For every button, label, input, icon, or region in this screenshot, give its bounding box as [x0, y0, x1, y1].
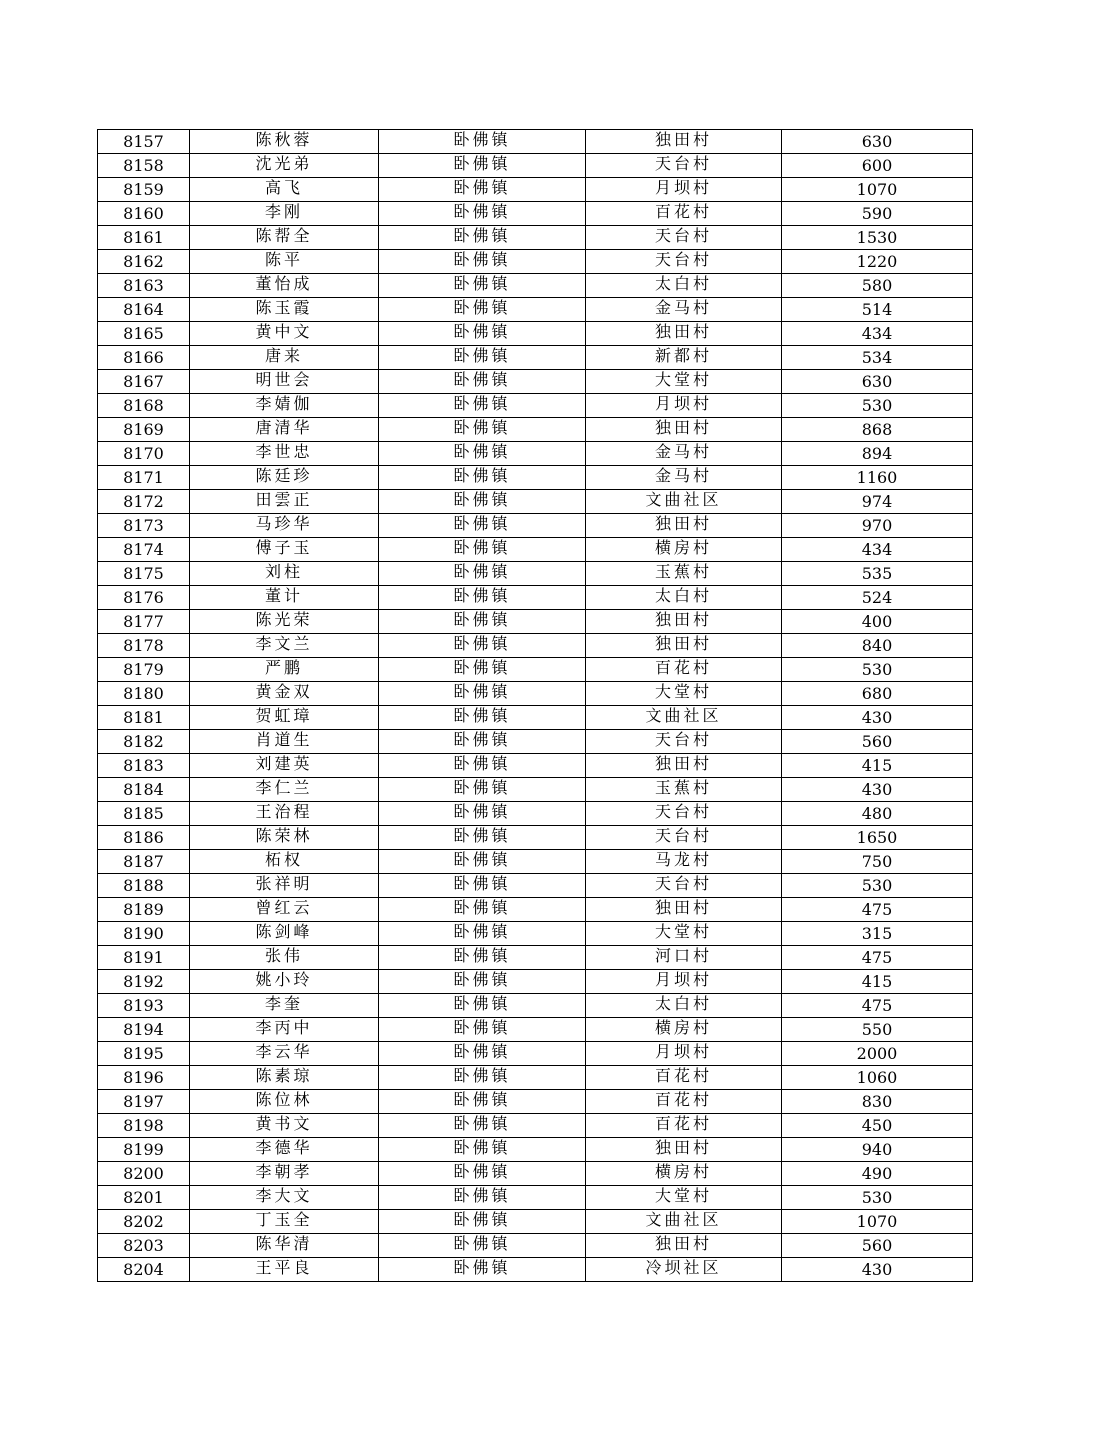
- cell-village: 玉蕉村: [586, 778, 782, 802]
- cell-amount: 560: [782, 1234, 973, 1258]
- table-row: [98, 1114, 973, 1138]
- cell-village: 横房村: [586, 1018, 782, 1042]
- cell-person-name: 沈光弟: [190, 154, 379, 178]
- cell-village: 金马村: [586, 442, 782, 466]
- table-row: [98, 1162, 973, 1186]
- cell-village: 金马村: [586, 298, 782, 322]
- cell-person-name: 陈光荣: [190, 610, 379, 634]
- table-row: [98, 970, 973, 994]
- cell-village: 独田村: [586, 322, 782, 346]
- cell-village: 月坝村: [586, 970, 782, 994]
- cell-town: 卧佛镇: [379, 658, 586, 682]
- cell-amount: 415: [782, 754, 973, 778]
- cell-town: 卧佛镇: [379, 1114, 586, 1138]
- cell-person-name: 李奎: [190, 994, 379, 1018]
- cell-serial-number: 8187: [98, 850, 190, 874]
- cell-town: 卧佛镇: [379, 538, 586, 562]
- cell-person-name: 陈秋蓉: [190, 130, 379, 154]
- cell-amount: 430: [782, 1258, 973, 1282]
- cell-person-name: 董计: [190, 586, 379, 610]
- cell-amount: 630: [782, 130, 973, 154]
- cell-person-name: 傅子玉: [190, 538, 379, 562]
- table-row: [98, 322, 973, 346]
- cell-serial-number: 8191: [98, 946, 190, 970]
- cell-village: 百花村: [586, 1114, 782, 1138]
- cell-village: 百花村: [586, 202, 782, 226]
- cell-serial-number: 8186: [98, 826, 190, 850]
- cell-town: 卧佛镇: [379, 562, 586, 586]
- cell-town: 卧佛镇: [379, 1258, 586, 1282]
- cell-town: 卧佛镇: [379, 442, 586, 466]
- cell-amount: 475: [782, 994, 973, 1018]
- cell-person-name: 陈位林: [190, 1090, 379, 1114]
- cell-person-name: 黄金双: [190, 682, 379, 706]
- cell-serial-number: 8157: [98, 130, 190, 154]
- cell-village: 大堂村: [586, 1186, 782, 1210]
- table-row: [98, 370, 973, 394]
- cell-village: 天台村: [586, 874, 782, 898]
- cell-amount: 530: [782, 874, 973, 898]
- table-row: [98, 1018, 973, 1042]
- cell-amount: 1530: [782, 226, 973, 250]
- cell-serial-number: 8170: [98, 442, 190, 466]
- cell-serial-number: 8160: [98, 202, 190, 226]
- table-row: [98, 274, 973, 298]
- cell-village: 月坝村: [586, 394, 782, 418]
- cell-serial-number: 8201: [98, 1186, 190, 1210]
- cell-serial-number: 8177: [98, 610, 190, 634]
- cell-village: 百花村: [586, 1066, 782, 1090]
- cell-person-name: 陈廷珍: [190, 466, 379, 490]
- table-row: [98, 778, 973, 802]
- cell-serial-number: 8162: [98, 250, 190, 274]
- cell-person-name: 陈华清: [190, 1234, 379, 1258]
- cell-town: 卧佛镇: [379, 178, 586, 202]
- cell-serial-number: 8197: [98, 1090, 190, 1114]
- cell-person-name: 黄中文: [190, 322, 379, 346]
- cell-town: 卧佛镇: [379, 994, 586, 1018]
- cell-amount: 530: [782, 658, 973, 682]
- table-row: [98, 1234, 973, 1258]
- table-row: [98, 754, 973, 778]
- cell-serial-number: 8195: [98, 1042, 190, 1066]
- cell-town: 卧佛镇: [379, 682, 586, 706]
- cell-amount: 514: [782, 298, 973, 322]
- cell-serial-number: 8159: [98, 178, 190, 202]
- cell-village: 金马村: [586, 466, 782, 490]
- cell-village: 天台村: [586, 826, 782, 850]
- cell-amount: 1220: [782, 250, 973, 274]
- cell-serial-number: 8176: [98, 586, 190, 610]
- cell-amount: 415: [782, 970, 973, 994]
- cell-person-name: 李世忠: [190, 442, 379, 466]
- cell-person-name: 王治程: [190, 802, 379, 826]
- cell-amount: 434: [782, 322, 973, 346]
- table-row: [98, 610, 973, 634]
- cell-amount: 580: [782, 274, 973, 298]
- cell-amount: 600: [782, 154, 973, 178]
- cell-town: 卧佛镇: [379, 826, 586, 850]
- table-row: [98, 490, 973, 514]
- cell-serial-number: 8180: [98, 682, 190, 706]
- cell-serial-number: 8193: [98, 994, 190, 1018]
- cell-serial-number: 8158: [98, 154, 190, 178]
- cell-person-name: 陈帮全: [190, 226, 379, 250]
- cell-town: 卧佛镇: [379, 874, 586, 898]
- cell-serial-number: 8190: [98, 922, 190, 946]
- cell-serial-number: 8202: [98, 1210, 190, 1234]
- cell-town: 卧佛镇: [379, 514, 586, 538]
- cell-person-name: 张祥明: [190, 874, 379, 898]
- cell-person-name: 马珍华: [190, 514, 379, 538]
- cell-town: 卧佛镇: [379, 970, 586, 994]
- cell-amount: 1070: [782, 1210, 973, 1234]
- table-row: [98, 154, 973, 178]
- cell-person-name: 刘建英: [190, 754, 379, 778]
- table-row: [98, 226, 973, 250]
- cell-serial-number: 8184: [98, 778, 190, 802]
- cell-amount: 475: [782, 946, 973, 970]
- table-row: [98, 514, 973, 538]
- cell-village: 太白村: [586, 994, 782, 1018]
- cell-village: 独田村: [586, 1138, 782, 1162]
- cell-serial-number: 8200: [98, 1162, 190, 1186]
- table-row: [98, 994, 973, 1018]
- cell-amount: 680: [782, 682, 973, 706]
- cell-serial-number: 8204: [98, 1258, 190, 1282]
- cell-person-name: 李云华: [190, 1042, 379, 1066]
- cell-town: 卧佛镇: [379, 490, 586, 514]
- table-row: [98, 898, 973, 922]
- table-row: [98, 1042, 973, 1066]
- cell-person-name: 明世会: [190, 370, 379, 394]
- table-row: [98, 442, 973, 466]
- cell-town: 卧佛镇: [379, 322, 586, 346]
- cell-village: 河口村: [586, 946, 782, 970]
- cell-town: 卧佛镇: [379, 946, 586, 970]
- cell-serial-number: 8175: [98, 562, 190, 586]
- table-row: [98, 706, 973, 730]
- cell-amount: 524: [782, 586, 973, 610]
- table-row: [98, 586, 973, 610]
- table-row: [98, 1066, 973, 1090]
- cell-person-name: 陈荣林: [190, 826, 379, 850]
- table-row: [98, 394, 973, 418]
- table-body: [98, 130, 973, 1282]
- table-row: [98, 466, 973, 490]
- cell-person-name: 柘权: [190, 850, 379, 874]
- cell-serial-number: 8165: [98, 322, 190, 346]
- cell-person-name: 李刚: [190, 202, 379, 226]
- table-row: [98, 922, 973, 946]
- cell-amount: 1650: [782, 826, 973, 850]
- cell-amount: 315: [782, 922, 973, 946]
- table-row: [98, 874, 973, 898]
- cell-amount: 940: [782, 1138, 973, 1162]
- cell-person-name: 曾红云: [190, 898, 379, 922]
- cell-serial-number: 8203: [98, 1234, 190, 1258]
- cell-amount: 2000: [782, 1042, 973, 1066]
- cell-person-name: 田雲正: [190, 490, 379, 514]
- cell-serial-number: 8183: [98, 754, 190, 778]
- cell-town: 卧佛镇: [379, 394, 586, 418]
- cell-town: 卧佛镇: [379, 634, 586, 658]
- cell-person-name: 陈平: [190, 250, 379, 274]
- cell-village: 月坝村: [586, 1042, 782, 1066]
- cell-person-name: 唐来: [190, 346, 379, 370]
- cell-town: 卧佛镇: [379, 1210, 586, 1234]
- cell-person-name: 王平良: [190, 1258, 379, 1282]
- table-row: [98, 1090, 973, 1114]
- cell-village: 独田村: [586, 514, 782, 538]
- table-row: [98, 946, 973, 970]
- cell-person-name: 丁玉全: [190, 1210, 379, 1234]
- cell-town: 卧佛镇: [379, 1138, 586, 1162]
- cell-person-name: 李朝孝: [190, 1162, 379, 1186]
- cell-serial-number: 8196: [98, 1066, 190, 1090]
- cell-town: 卧佛镇: [379, 250, 586, 274]
- cell-amount: 1070: [782, 178, 973, 202]
- cell-person-name: 董怡成: [190, 274, 379, 298]
- table-row: [98, 1138, 973, 1162]
- cell-amount: 830: [782, 1090, 973, 1114]
- cell-amount: 970: [782, 514, 973, 538]
- cell-person-name: 李丙中: [190, 1018, 379, 1042]
- cell-amount: 840: [782, 634, 973, 658]
- cell-amount: 560: [782, 730, 973, 754]
- cell-village: 横房村: [586, 538, 782, 562]
- cell-amount: 430: [782, 778, 973, 802]
- cell-village: 大堂村: [586, 922, 782, 946]
- cell-town: 卧佛镇: [379, 370, 586, 394]
- cell-serial-number: 8181: [98, 706, 190, 730]
- cell-serial-number: 8179: [98, 658, 190, 682]
- cell-town: 卧佛镇: [379, 586, 586, 610]
- table-row: [98, 346, 973, 370]
- table-row: [98, 730, 973, 754]
- cell-village: 文曲社区: [586, 706, 782, 730]
- cell-person-name: 姚小玲: [190, 970, 379, 994]
- cell-person-name: 陈玉霞: [190, 298, 379, 322]
- cell-village: 太白村: [586, 274, 782, 298]
- table-row: [98, 418, 973, 442]
- cell-village: 玉蕉村: [586, 562, 782, 586]
- cell-village: 冷坝社区: [586, 1258, 782, 1282]
- cell-amount: 430: [782, 706, 973, 730]
- cell-serial-number: 8172: [98, 490, 190, 514]
- cell-serial-number: 8192: [98, 970, 190, 994]
- cell-person-name: 严鹏: [190, 658, 379, 682]
- table-row: [98, 538, 973, 562]
- cell-village: 天台村: [586, 730, 782, 754]
- cell-village: 独田村: [586, 898, 782, 922]
- table-row: [98, 850, 973, 874]
- cell-amount: 480: [782, 802, 973, 826]
- subsidy-table: [97, 129, 973, 1282]
- cell-person-name: 陈素琼: [190, 1066, 379, 1090]
- table-row: [98, 682, 973, 706]
- cell-village: 百花村: [586, 1090, 782, 1114]
- cell-village: 独田村: [586, 130, 782, 154]
- table-row: [98, 1186, 973, 1210]
- cell-town: 卧佛镇: [379, 1066, 586, 1090]
- cell-town: 卧佛镇: [379, 898, 586, 922]
- cell-serial-number: 8194: [98, 1018, 190, 1042]
- cell-amount: 750: [782, 850, 973, 874]
- cell-amount: 630: [782, 370, 973, 394]
- cell-amount: 550: [782, 1018, 973, 1042]
- table-row: [98, 1258, 973, 1282]
- cell-village: 月坝村: [586, 178, 782, 202]
- cell-town: 卧佛镇: [379, 922, 586, 946]
- cell-amount: 450: [782, 1114, 973, 1138]
- cell-serial-number: 8171: [98, 466, 190, 490]
- cell-town: 卧佛镇: [379, 730, 586, 754]
- cell-town: 卧佛镇: [379, 610, 586, 634]
- cell-amount: 1160: [782, 466, 973, 490]
- table-row: [98, 826, 973, 850]
- cell-person-name: 陈剑峰: [190, 922, 379, 946]
- cell-village: 文曲社区: [586, 490, 782, 514]
- cell-town: 卧佛镇: [379, 1090, 586, 1114]
- cell-amount: 400: [782, 610, 973, 634]
- cell-person-name: 刘柱: [190, 562, 379, 586]
- cell-town: 卧佛镇: [379, 802, 586, 826]
- cell-village: 独田村: [586, 1234, 782, 1258]
- cell-town: 卧佛镇: [379, 778, 586, 802]
- cell-town: 卧佛镇: [379, 1234, 586, 1258]
- cell-town: 卧佛镇: [379, 850, 586, 874]
- cell-amount: 530: [782, 394, 973, 418]
- cell-person-name: 李大文: [190, 1186, 379, 1210]
- cell-amount: 534: [782, 346, 973, 370]
- table-row: [98, 802, 973, 826]
- cell-amount: 475: [782, 898, 973, 922]
- cell-amount: 974: [782, 490, 973, 514]
- cell-person-name: 唐清华: [190, 418, 379, 442]
- cell-person-name: 李仁兰: [190, 778, 379, 802]
- cell-town: 卧佛镇: [379, 1018, 586, 1042]
- table-row: [98, 178, 973, 202]
- cell-serial-number: 8185: [98, 802, 190, 826]
- table-row: [98, 634, 973, 658]
- cell-serial-number: 8168: [98, 394, 190, 418]
- cell-town: 卧佛镇: [379, 1186, 586, 1210]
- table-row: [98, 250, 973, 274]
- table-row: [98, 658, 973, 682]
- cell-person-name: 李婧伽: [190, 394, 379, 418]
- cell-town: 卧佛镇: [379, 1162, 586, 1186]
- table-row: [98, 202, 973, 226]
- cell-amount: 535: [782, 562, 973, 586]
- cell-serial-number: 8178: [98, 634, 190, 658]
- cell-town: 卧佛镇: [379, 1042, 586, 1066]
- cell-person-name: 李文兰: [190, 634, 379, 658]
- cell-serial-number: 8161: [98, 226, 190, 250]
- cell-town: 卧佛镇: [379, 346, 586, 370]
- cell-amount: 1060: [782, 1066, 973, 1090]
- cell-town: 卧佛镇: [379, 130, 586, 154]
- cell-amount: 490: [782, 1162, 973, 1186]
- cell-serial-number: 8166: [98, 346, 190, 370]
- cell-amount: 894: [782, 442, 973, 466]
- cell-person-name: 黄书文: [190, 1114, 379, 1138]
- cell-town: 卧佛镇: [379, 226, 586, 250]
- cell-village: 天台村: [586, 226, 782, 250]
- cell-person-name: 张伟: [190, 946, 379, 970]
- cell-amount: 434: [782, 538, 973, 562]
- cell-amount: 530: [782, 1186, 973, 1210]
- cell-serial-number: 8199: [98, 1138, 190, 1162]
- cell-village: 天台村: [586, 802, 782, 826]
- cell-serial-number: 8169: [98, 418, 190, 442]
- cell-serial-number: 8173: [98, 514, 190, 538]
- cell-serial-number: 8188: [98, 874, 190, 898]
- cell-town: 卧佛镇: [379, 202, 586, 226]
- cell-serial-number: 8198: [98, 1114, 190, 1138]
- cell-amount: 590: [782, 202, 973, 226]
- cell-village: 新都村: [586, 346, 782, 370]
- cell-village: 天台村: [586, 154, 782, 178]
- cell-town: 卧佛镇: [379, 274, 586, 298]
- cell-town: 卧佛镇: [379, 754, 586, 778]
- cell-village: 文曲社区: [586, 1210, 782, 1234]
- table-row: [98, 130, 973, 154]
- cell-serial-number: 8167: [98, 370, 190, 394]
- cell-village: 大堂村: [586, 370, 782, 394]
- cell-village: 独田村: [586, 610, 782, 634]
- cell-serial-number: 8164: [98, 298, 190, 322]
- table-row: [98, 298, 973, 322]
- cell-village: 百花村: [586, 658, 782, 682]
- cell-town: 卧佛镇: [379, 466, 586, 490]
- cell-person-name: 高飞: [190, 178, 379, 202]
- cell-village: 横房村: [586, 1162, 782, 1186]
- cell-person-name: 肖道生: [190, 730, 379, 754]
- cell-amount: 868: [782, 418, 973, 442]
- cell-village: 马龙村: [586, 850, 782, 874]
- cell-person-name: 贺虹璋: [190, 706, 379, 730]
- cell-village: 大堂村: [586, 682, 782, 706]
- cell-village: 独田村: [586, 418, 782, 442]
- cell-village: 独田村: [586, 634, 782, 658]
- cell-serial-number: 8174: [98, 538, 190, 562]
- cell-village: 太白村: [586, 586, 782, 610]
- table-row: [98, 562, 973, 586]
- cell-town: 卧佛镇: [379, 154, 586, 178]
- cell-village: 天台村: [586, 250, 782, 274]
- table-row: [98, 1210, 973, 1234]
- cell-person-name: 李德华: [190, 1138, 379, 1162]
- cell-serial-number: 8182: [98, 730, 190, 754]
- cell-serial-number: 8189: [98, 898, 190, 922]
- cell-town: 卧佛镇: [379, 298, 586, 322]
- cell-town: 卧佛镇: [379, 418, 586, 442]
- cell-serial-number: 8163: [98, 274, 190, 298]
- cell-town: 卧佛镇: [379, 706, 586, 730]
- cell-village: 独田村: [586, 754, 782, 778]
